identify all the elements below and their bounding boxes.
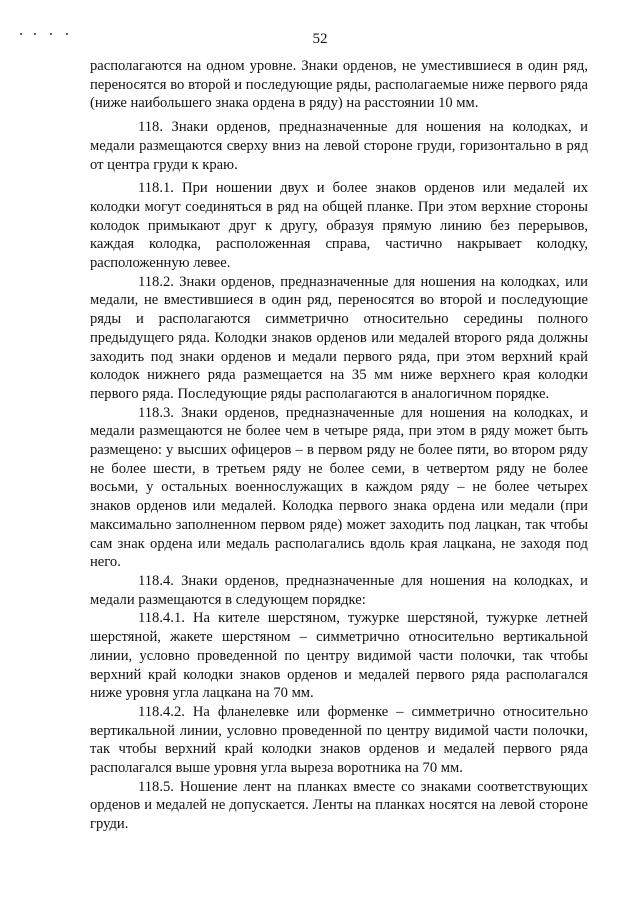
paragraph-118-3: 118.3. Знаки орденов, предназначенные для ношения на колодках, и медали размещаются не более чем в четыре ряда, при этом в ряду может быть размещено: у высших офицеров – в первом ряду не более пяти, во втором ряду не более шести, в третьем ряду не более семи, в четвертом ряду не более восьми, у остальных военнослужащих в каждом ряду – не более четырех знаков орденов или медалей. Колодка первого знака ордена или медали (при максимально заполненном первом ряде) может заходить под лацкан, так чтобы сам знак ордена или медаль располагались вдоль края лацкана, не заходя под него.: [90, 404, 588, 571]
paragraph-118-4: 118.4. Знаки орденов, предназначенные для ношения на колодках, и медали размещаются в следующем порядке:: [90, 572, 588, 608]
paragraph-118-4-1: 118.4.1. На кителе шерстяном, тужурке шерстяной, тужурке летней шерстяной, жакете шерстяном – симметрично относительно вертикальной линии, условно проведенной по центру видимой части полочки, так чтобы верхний край колодки знаков орденов и медалей первого ряда располагался ниже уровня угла лацкана на 70 мм.: [90, 610, 588, 702]
paragraph-118-1: 118.1. При ношении двух и более знаков орденов или медалей их колодки могут соединяться в ряд на общей планке. При этом верхние стороны колодок примыкают друг к другу, образуя прямую линию без перерывов, каждая колодка, расположенная справа, частично накрывает колодку, расположенную левее.: [90, 180, 588, 272]
paragraph-118-2: 118.2. Знаки орденов, предназначенные для ношения на колодках, или медали, не вместившиеся в один ряд, переносятся во второй и последующие ряды и располагаются симметрично относительно середины полного предыдущего ряда. Колодки знаков орденов или медалей второго ряда должны заходить под знаки орденов и медали первого ряда, при этом верхний край колодок нижнего ряда размещается на 35 мм ниже верхнего края колодки первого ряда. Последующие ряды располагаются в аналогичном порядке.: [90, 273, 588, 402]
paragraph-118-4-2: 118.4.2. На фланелевке или форменке – симметрично относительно вертикальной линии, условно проведенной по центру видимой части полочки, так чтобы верхний край колодки знаков орденов и медалей первого ряда располагался выше уровня угла выреза воротника на 70 мм.: [90, 703, 588, 777]
paragraph-118: 118. Знаки орденов, предназначенные для ношения на колодках, и медали размещаются сверху вниз на левой стороне груди, горизонтально в ряд от центра груди к краю.: [90, 119, 588, 173]
page-number: 52: [312, 31, 328, 47]
paragraph-continuation: располагаются на одном уровне. Знаки орденов, не уместившиеся в один ряд, переносятся во второй и последующие ряды, располагаемые ниже первого ряда (ниже наибольшего знака ордена в ряду) на расстоянии 10 мм.: [90, 58, 588, 112]
document-body: [90, 57, 588, 834]
paragraph-118-5: 118.5. Ношение лент на планках вместе со знаками соответствующих орденов и медалей не допускается. Ленты на планках носятся на левой стороне груди.: [90, 778, 588, 833]
